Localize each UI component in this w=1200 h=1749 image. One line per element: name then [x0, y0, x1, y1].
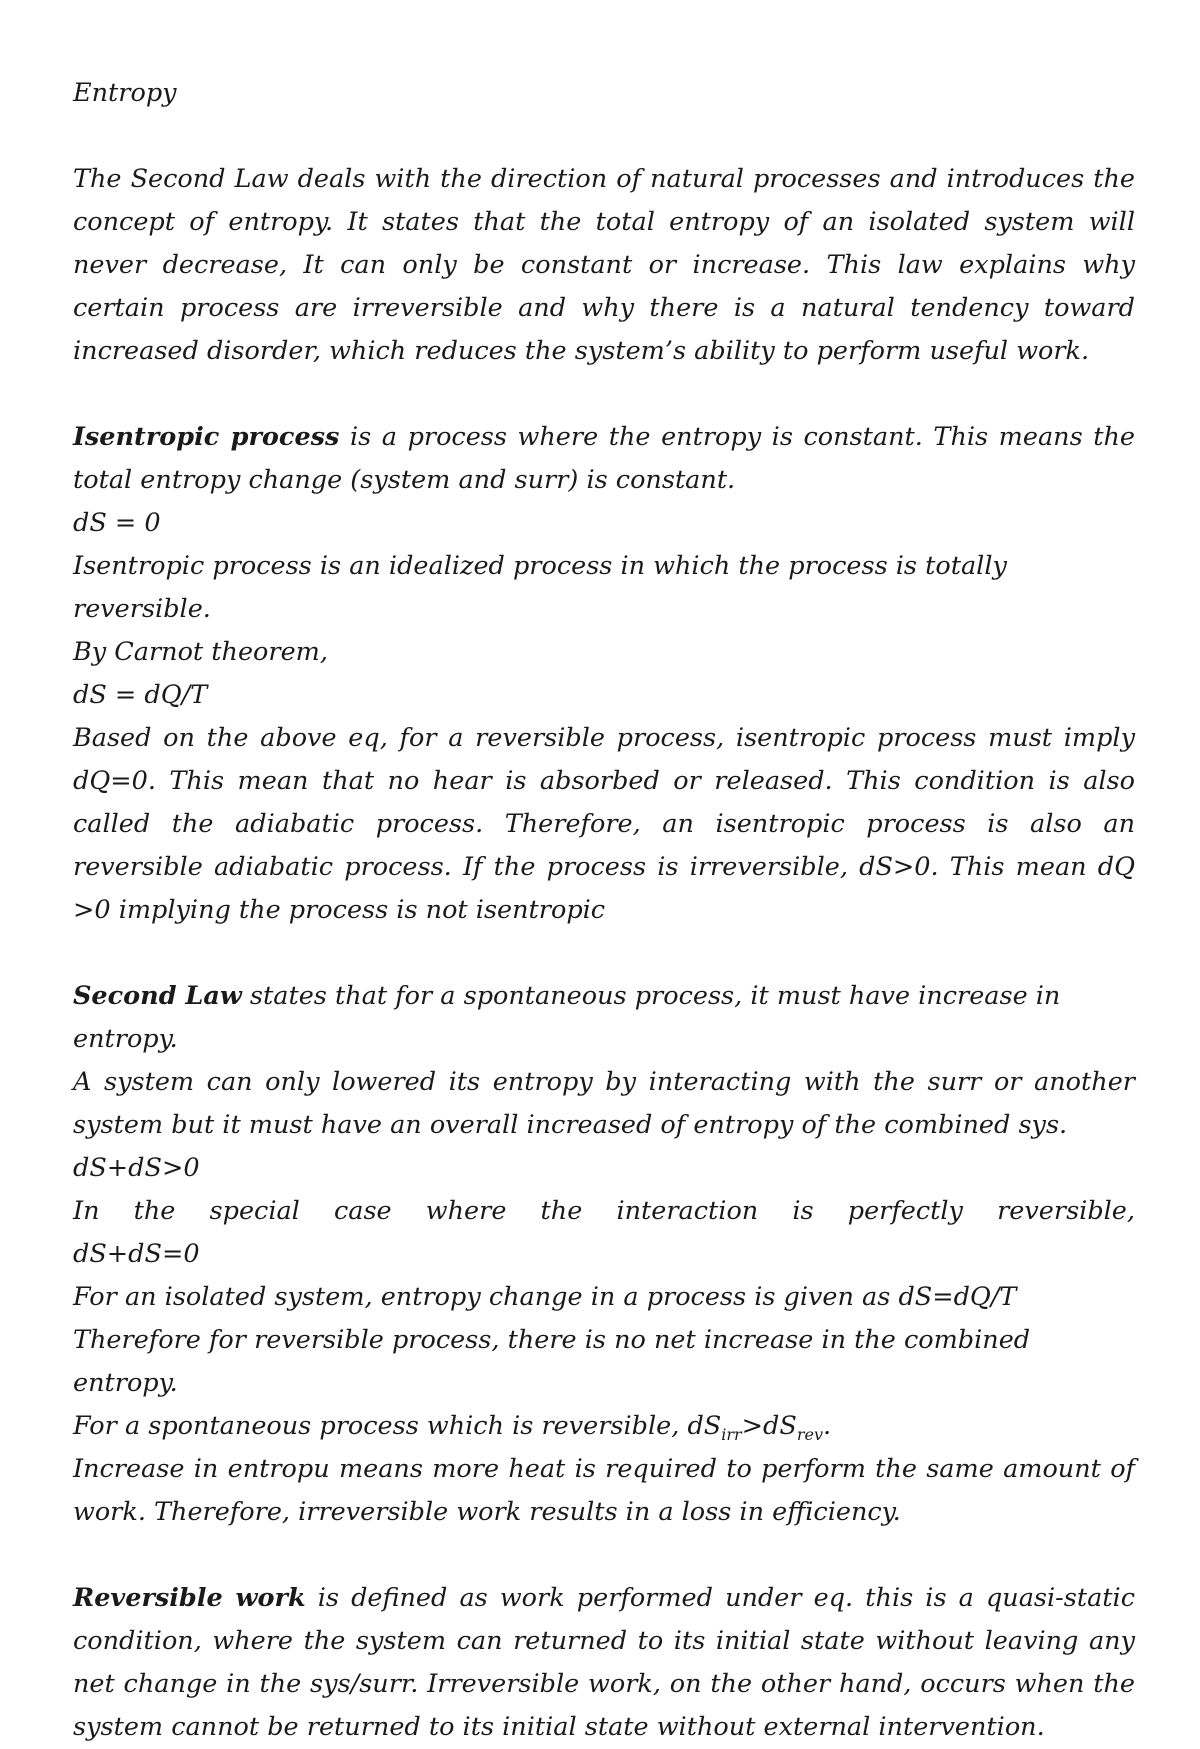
subscript-rev: rev — [796, 1425, 823, 1445]
spacer — [73, 115, 1135, 158]
isentropic-line-3: By Carnot theorem, — [73, 637, 328, 667]
document-title: Entropy — [73, 78, 177, 108]
spontaneous-text-b: >dS — [741, 1411, 797, 1441]
second-law-isolated-system: For an isolated system, entropy change in a process is given as dS=dQ/T — [73, 1282, 1017, 1312]
subscript-irr: irr — [721, 1425, 742, 1445]
spacer — [73, 932, 1135, 975]
second-law-term: Second Law — [73, 981, 242, 1011]
spacer — [73, 373, 1135, 416]
spontaneous-text-c: . — [822, 1411, 832, 1441]
second-law-increase-paragraph: Increase in entropu means more heat is required to perform the same amount of work. Therefore, irreversible work results in a loss in efficiency. — [73, 1454, 1135, 1527]
second-law-definition — [73, 975, 1135, 1061]
isentropic-definition — [73, 416, 1135, 502]
isentropic-term: Isentropic process — [73, 422, 340, 452]
second-law-spontaneous — [73, 1405, 1135, 1448]
reversible-work-term: Reversible work — [73, 1583, 306, 1613]
second-law-therefore: Therefore for reversible process, there is no net increase in the combined entropy. — [73, 1325, 1031, 1398]
second-law-special-case: In the special case where the interaction is perfectly reversible, — [73, 1196, 1135, 1226]
isentropic-paragraph: Based on the above eq, for a reversible process, isentropic process must imply dQ=0. This mean that no hear is absorbed or released. This condition is also called the adiabatic process. Therefore, an isentropic process is also an reversible adiabatic process. If the process is irreversible, dS>0. This mean dQ >0 implying the process is not isentropic — [73, 723, 1135, 925]
intro-paragraph: The Second Law deals with the direction of natural processes and introduces the concept of entropy. It states that the total entropy of an isolated system will never decrease, It can only be constant or increase. This law explains why certain process are irreversible and why there is a natural tendency toward increased disorder, which reduces the system’s ability to perform useful work. — [73, 164, 1135, 366]
isentropic-equation-1: dS = 0 — [73, 508, 161, 538]
second-law-paragraph-1: A system can only lowered its entropy by interacting with the surr or another system but it must have an overall increased of entropy of the combined sys. — [73, 1067, 1135, 1140]
spontaneous-text-a: For a spontaneous process which is reversible, dS — [73, 1411, 722, 1441]
isentropic-line-2: Isentropic process is an idealized process in which the process is totally reversible. — [73, 551, 1007, 624]
isentropic-equation-2: dS = dQ/T — [73, 680, 208, 710]
isentropic-def-text: is a process where the entropy is constant. This means the total entropy change (system and surr) is constant. — [73, 422, 1135, 495]
reversible-work-def-text: is defined as work performed under eq. this is a quasi-static condition, where the system can returned to its initial state without leaving any net change in the sys/surr. Irreversible work, on the other hand, occurs when the system cannot be returned to its initial state without external intervention. — [73, 1583, 1135, 1742]
second-law-def-text: states that for a spontaneous process, it must have increase in entropy. — [73, 981, 1061, 1054]
second-law-equation-1: dS+dS>0 — [73, 1153, 200, 1183]
reversible-work-definition — [73, 1577, 1135, 1749]
second-law-equation-2: dS+dS=0 — [73, 1239, 200, 1269]
spacer — [73, 1534, 1135, 1577]
document-page — [73, 72, 1135, 1749]
